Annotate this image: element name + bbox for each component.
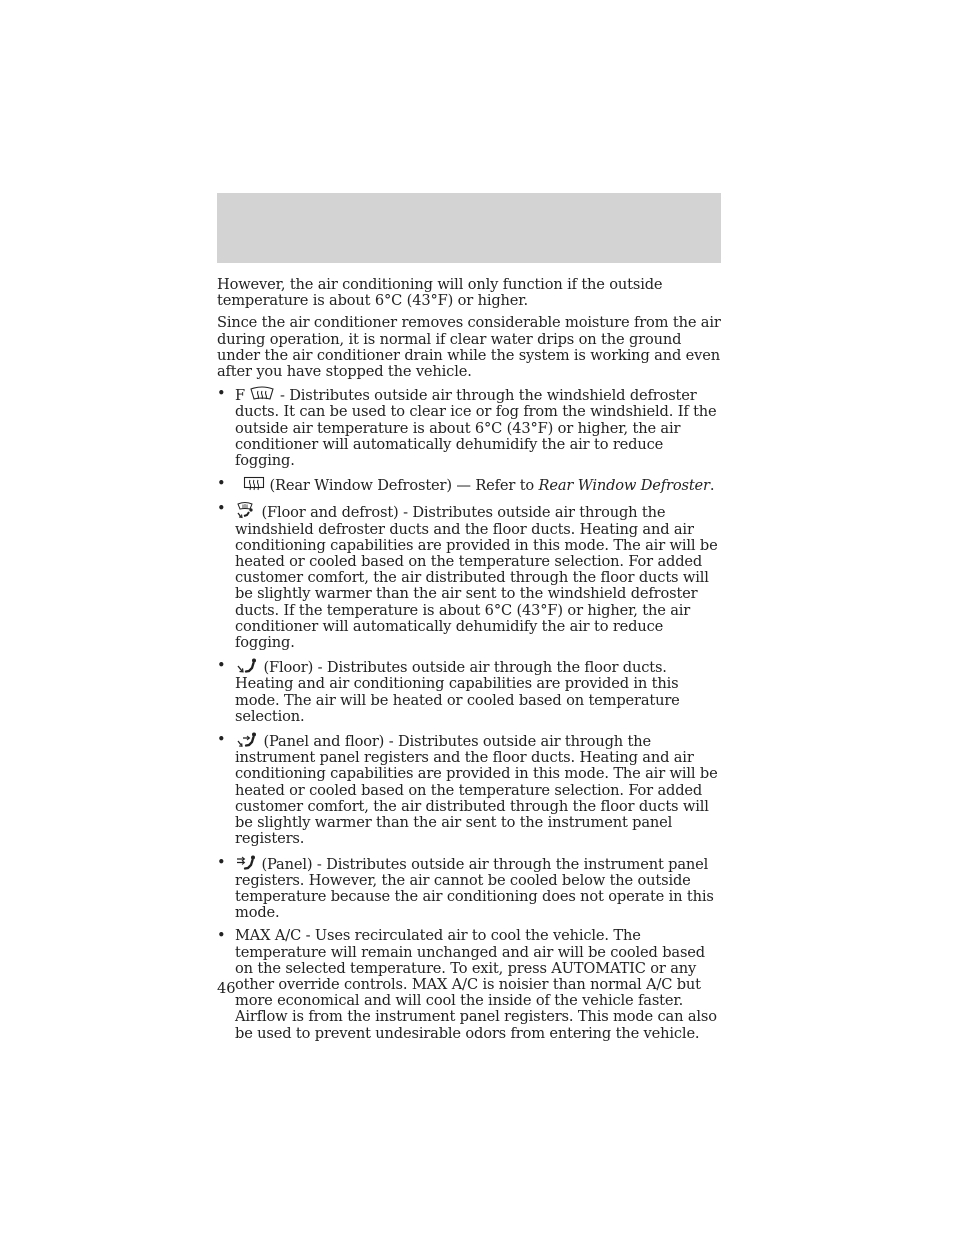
panel-and-floor-icon: [235, 732, 259, 748]
panel-icon: [235, 855, 257, 871]
bullet-marker: •: [217, 385, 226, 403]
floor-and-defrost-icon: [235, 501, 257, 519]
list-item-max-ac: [217, 928, 725, 1041]
bullet-marker: •: [217, 731, 226, 749]
rear-window-defrost-icon: [243, 476, 265, 492]
list-item-text: MAX A/C - Uses recirculated air to cool the vehicle. The temperature will remain unchanged and air will be cooled based on the selected temperature. To exit, press AUTOMATIC or any other override controls. MAX A/C is noisier than normal A/C but more economical and will cool the inside of the vehicle faster. Airflow is from the instrument panel registers. This mode can also be used to prevent undesirable odors from entering the vehicle.: [235, 927, 717, 1042]
bullet-marker: •: [217, 927, 226, 945]
list-item-rear-window-defrost: [217, 476, 725, 494]
page-content: [217, 277, 725, 1049]
list-item-text: (Panel and floor) - Distributes outside air through the instrument panel registers and the floor ducts. Heating and air conditioning capabilities are provided in this mode. The air will be heated or cooled based on the temperature selection. For added customer comfort, the air distributed through the floor ducts will be slightly warmer than the air sent to the instrument panel registers.: [235, 733, 718, 848]
list-item-prefix: F: [235, 387, 245, 405]
list-item-text: (Rear Window Defroster) — Refer to: [265, 477, 539, 495]
list-item-panel: [217, 855, 725, 922]
list-item-suffix: .: [709, 477, 715, 495]
list-item-floor: [217, 658, 725, 725]
list-item-text: - Distributes outside air through the windshield defroster ducts. It can be used to clear ice or fog from the windshield. If the outside air temperature is about 6°C (43°F) or higher, the air conditioner will automatically dehumidify the air to reduce fogging.: [235, 387, 717, 470]
list-item-panel-and-floor: [217, 732, 725, 847]
list-item-text: (Panel) - Distributes outside air through the instrument panel registers. However, the air cannot be cooled below the outside temperature because the air conditioning does not operate in this mode.: [235, 855, 714, 922]
cross-reference-link[interactable]: Rear Window Defroster: [538, 477, 710, 495]
bullet-marker: •: [217, 853, 226, 871]
bullet-marker: •: [217, 657, 226, 675]
bullet-marker: •: [217, 500, 226, 518]
list-item-windshield-defrost: [217, 386, 725, 469]
page-number: 46: [217, 980, 236, 997]
bullet-marker: •: [217, 475, 226, 493]
list-item-floor-and-defrost: [217, 501, 725, 651]
paragraph-moisture: Since the air conditioner removes considerable moisture from the air during operation, it is normal if clear water drips on the ground under the air conditioner drain while the system is working and even after you have stopped the vehicle.: [217, 314, 721, 381]
list-item-text: (Floor and defrost) - Distributes outside air through the windshield defroster ducts and the floor ducts. Heating and air conditioning capabilities are provided in this mode. The air will be heated or cooled based on the temperature selection. For added customer comfort, the air distributed through the floor ducts will be slightly warmer than the air sent to the windshield defroster ducts. If the temperature is about 6°C (43°F) or higher, the air conditioner will automatically dehumidify the air to reduce fogging.: [235, 504, 718, 652]
list-item-text: (Floor) - Distributes outside air through the floor ducts. Heating and air conditioning capabilities are provided in this mode. The air will be heated or cooled based on temperature selection.: [235, 659, 680, 725]
paragraph-ac-temperature: However, the air conditioning will only function if the outside temperature is about 6°C (43°F) or higher.: [217, 276, 663, 310]
mode-list: [217, 386, 725, 1042]
section-header-band: [217, 193, 721, 263]
floor-icon: [235, 658, 259, 674]
windshield-defrost-icon: [249, 386, 275, 402]
